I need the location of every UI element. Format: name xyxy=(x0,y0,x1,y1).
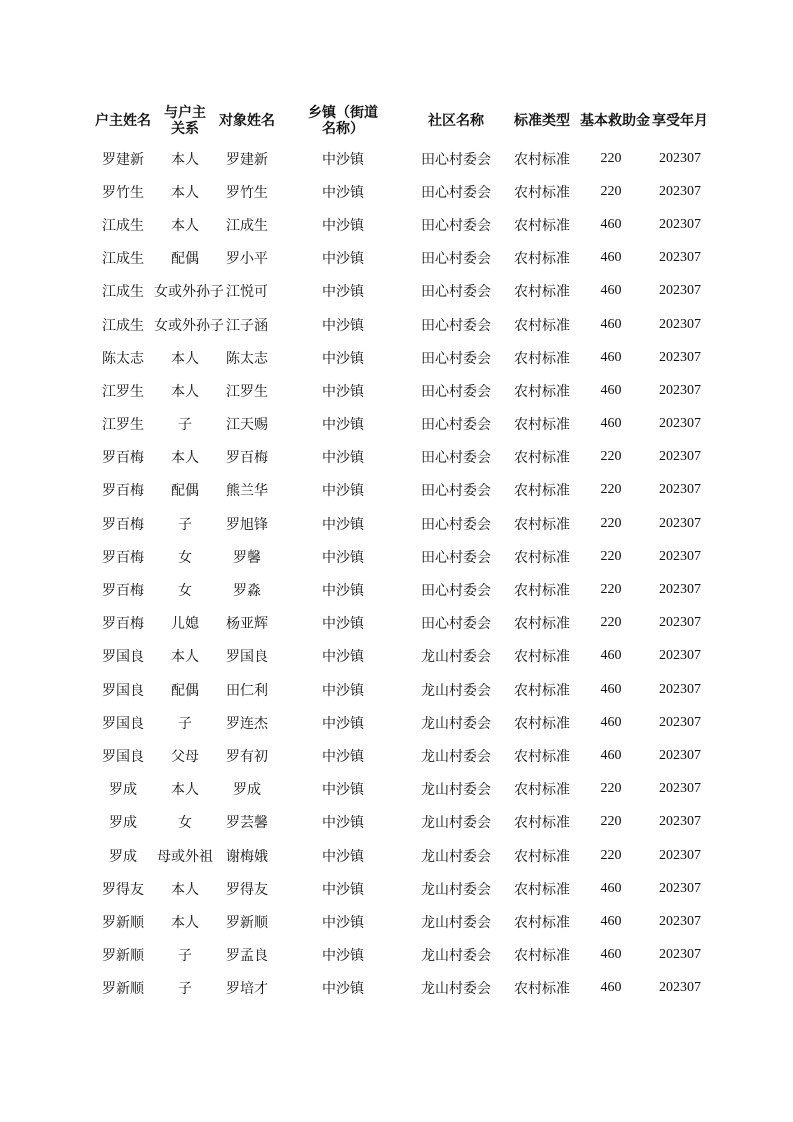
standard-type-cell: 农村标准 xyxy=(514,616,570,633)
community-cell: 田心村委会 xyxy=(421,217,491,234)
household-head-cell: 罗百梅 xyxy=(102,549,144,566)
benefit-month-cell: 202307 xyxy=(659,980,701,996)
recipient-name-cell: 罗芸馨 xyxy=(226,815,268,832)
header-standard-type: 标准类型 xyxy=(514,113,570,129)
community-cell: 田心村委会 xyxy=(421,151,491,168)
community-cell: 龙山村委会 xyxy=(421,715,491,732)
community-cell: 龙山村委会 xyxy=(421,649,491,666)
community-cell: 田心村委会 xyxy=(421,251,491,268)
township-cell: 中沙镇 xyxy=(322,549,364,566)
township-cell: 中沙镇 xyxy=(322,981,364,998)
standard-type-cell: 农村标准 xyxy=(514,217,570,234)
allowance-cell: 220 xyxy=(600,781,622,797)
township-cell: 中沙镇 xyxy=(322,616,364,633)
township-cell: 中沙镇 xyxy=(322,815,364,832)
recipient-name-cell: 罗新顺 xyxy=(226,914,268,931)
standard-type-cell: 农村标准 xyxy=(514,549,570,566)
community-cell: 田心村委会 xyxy=(421,350,491,367)
benefit-month-cell: 202307 xyxy=(659,416,701,432)
benefit-month-cell: 202307 xyxy=(659,781,701,797)
standard-type-cell: 农村标准 xyxy=(514,583,570,600)
allowance-cell: 460 xyxy=(600,747,622,763)
allowance-cell: 460 xyxy=(600,316,622,332)
household-head-cell: 罗百梅 xyxy=(102,516,144,533)
relationship-cell: 子 xyxy=(178,715,192,732)
township-cell: 中沙镇 xyxy=(322,151,364,168)
standard-type-cell: 农村标准 xyxy=(514,848,570,865)
recipient-name-cell: 罗孟良 xyxy=(226,948,268,965)
table-row xyxy=(92,839,718,872)
household-head-cell: 罗得友 xyxy=(102,881,144,898)
community-cell: 龙山村委会 xyxy=(421,682,491,699)
standard-type-cell: 农村标准 xyxy=(514,251,570,268)
benefit-month-cell: 202307 xyxy=(659,582,701,598)
township-cell: 中沙镇 xyxy=(322,848,364,865)
benefit-month-cell: 202307 xyxy=(659,714,701,730)
standard-type-cell: 农村标准 xyxy=(514,317,570,334)
allowance-cell: 460 xyxy=(600,681,622,697)
community-cell: 龙山村委会 xyxy=(421,881,491,898)
township-cell: 中沙镇 xyxy=(322,483,364,500)
table-body xyxy=(92,142,718,1005)
allowance-cell: 220 xyxy=(600,150,622,166)
township-cell: 中沙镇 xyxy=(322,715,364,732)
table-row xyxy=(92,175,718,208)
header-relationship: 与户主关系 xyxy=(164,105,206,137)
header-row xyxy=(92,100,718,142)
header-benefit-month: 享受年月 xyxy=(652,113,708,129)
recipient-name-cell: 杨亚辉 xyxy=(226,616,268,633)
table-row xyxy=(92,706,718,739)
township-cell: 中沙镇 xyxy=(322,881,364,898)
table-row xyxy=(92,640,718,673)
table-row xyxy=(92,374,718,407)
relationship-cell: 子 xyxy=(178,948,192,965)
standard-type-cell: 农村标准 xyxy=(514,715,570,732)
relationship-cell: 配偶 xyxy=(171,682,199,699)
community-cell: 龙山村委会 xyxy=(421,815,491,832)
community-cell: 龙山村委会 xyxy=(421,914,491,931)
standard-type-cell: 农村标准 xyxy=(514,881,570,898)
table-row xyxy=(92,507,718,540)
relationship-cell: 母或外祖 xyxy=(157,848,213,865)
relationship-cell: 本人 xyxy=(171,450,199,467)
township-cell: 中沙镇 xyxy=(322,184,364,201)
standard-type-cell: 农村标准 xyxy=(514,782,570,799)
household-head-cell: 罗国良 xyxy=(102,682,144,699)
table-row xyxy=(92,341,718,374)
recipient-name-cell: 江成生 xyxy=(226,217,268,234)
community-cell: 田心村委会 xyxy=(421,317,491,334)
community-cell: 龙山村委会 xyxy=(421,981,491,998)
township-cell: 中沙镇 xyxy=(322,317,364,334)
community-cell: 田心村委会 xyxy=(421,516,491,533)
township-cell: 中沙镇 xyxy=(322,682,364,699)
table-row xyxy=(92,972,718,1005)
household-head-cell: 罗百梅 xyxy=(102,616,144,633)
relationship-cell: 儿媳 xyxy=(171,616,199,633)
household-head-cell: 罗成 xyxy=(109,782,137,799)
recipient-name-cell: 江悦可 xyxy=(226,284,268,301)
allowance-cell: 460 xyxy=(600,382,622,398)
table-row xyxy=(92,872,718,905)
benefit-month-cell: 202307 xyxy=(659,880,701,896)
allowance-cell: 220 xyxy=(600,548,622,564)
header-basic-allowance: 基本救助金 xyxy=(580,113,650,129)
benefit-month-cell: 202307 xyxy=(659,681,701,697)
household-head-cell: 罗国良 xyxy=(102,748,144,765)
allowance-cell: 460 xyxy=(600,880,622,896)
relationship-cell: 本人 xyxy=(171,383,199,400)
benefit-month-cell: 202307 xyxy=(659,449,701,465)
allowance-cell: 460 xyxy=(600,980,622,996)
community-cell: 田心村委会 xyxy=(421,284,491,301)
township-cell: 中沙镇 xyxy=(322,284,364,301)
community-cell: 田心村委会 xyxy=(421,549,491,566)
standard-type-cell: 农村标准 xyxy=(514,981,570,998)
standard-type-cell: 农村标准 xyxy=(514,383,570,400)
recipient-name-cell: 罗淼 xyxy=(233,583,261,600)
table-row xyxy=(92,607,718,640)
household-head-cell: 江成生 xyxy=(102,217,144,234)
table-row xyxy=(92,939,718,972)
township-cell: 中沙镇 xyxy=(322,583,364,600)
household-head-cell: 江成生 xyxy=(102,251,144,268)
benefit-month-cell: 202307 xyxy=(659,150,701,166)
allowance-cell: 220 xyxy=(600,482,622,498)
recipient-name-cell: 罗竹生 xyxy=(226,184,268,201)
township-cell: 中沙镇 xyxy=(322,516,364,533)
relationship-cell: 子 xyxy=(178,981,192,998)
township-cell: 中沙镇 xyxy=(322,417,364,434)
relationship-cell: 父母 xyxy=(171,748,199,765)
allowance-cell: 460 xyxy=(600,283,622,299)
relationship-cell: 本人 xyxy=(171,217,199,234)
community-cell: 龙山村委会 xyxy=(421,948,491,965)
community-cell: 龙山村委会 xyxy=(421,848,491,865)
table-header xyxy=(92,100,718,142)
standard-type-cell: 农村标准 xyxy=(514,417,570,434)
township-cell: 中沙镇 xyxy=(322,748,364,765)
table-row xyxy=(92,905,718,938)
recipient-name-cell: 罗百梅 xyxy=(226,450,268,467)
benefit-month-cell: 202307 xyxy=(659,283,701,299)
household-head-cell: 江罗生 xyxy=(102,417,144,434)
allowance-cell: 460 xyxy=(600,913,622,929)
recipient-name-cell: 罗旭锋 xyxy=(226,516,268,533)
allowance-cell: 220 xyxy=(600,582,622,598)
household-head-cell: 江成生 xyxy=(102,317,144,334)
standard-type-cell: 农村标准 xyxy=(514,682,570,699)
household-head-cell: 罗国良 xyxy=(102,649,144,666)
community-cell: 田心村委会 xyxy=(421,450,491,467)
benefit-month-cell: 202307 xyxy=(659,183,701,199)
recipient-name-cell: 罗得友 xyxy=(226,881,268,898)
allowance-cell: 460 xyxy=(600,349,622,365)
household-head-cell: 罗新顺 xyxy=(102,981,144,998)
household-head-cell: 江成生 xyxy=(102,284,144,301)
recipient-name-cell: 罗馨 xyxy=(233,549,261,566)
table-row xyxy=(92,474,718,507)
table-row xyxy=(92,573,718,606)
household-head-cell: 罗百梅 xyxy=(102,450,144,467)
relationship-cell: 本人 xyxy=(171,151,199,168)
allowance-cell: 460 xyxy=(600,714,622,730)
standard-type-cell: 农村标准 xyxy=(514,815,570,832)
benefit-month-cell: 202307 xyxy=(659,947,701,963)
recipient-name-cell: 罗建新 xyxy=(226,151,268,168)
header-community: 社区名称 xyxy=(428,113,484,129)
allowance-cell: 460 xyxy=(600,947,622,963)
benefit-month-cell: 202307 xyxy=(659,615,701,631)
household-head-cell: 罗建新 xyxy=(102,151,144,168)
community-cell: 田心村委会 xyxy=(421,583,491,600)
table-row xyxy=(92,673,718,706)
community-cell: 田心村委会 xyxy=(421,417,491,434)
relationship-cell: 女或外孙子 xyxy=(154,284,224,301)
household-head-cell: 罗新顺 xyxy=(102,914,144,931)
benefit-month-cell: 202307 xyxy=(659,648,701,664)
recipient-name-cell: 罗成 xyxy=(233,782,261,799)
recipient-name-cell: 罗小平 xyxy=(226,251,268,268)
table-row xyxy=(92,739,718,772)
allowance-cell: 220 xyxy=(600,515,622,531)
relationship-cell: 女 xyxy=(178,549,192,566)
benefit-month-cell: 202307 xyxy=(659,250,701,266)
relationship-cell: 本人 xyxy=(171,914,199,931)
table-row xyxy=(92,275,718,308)
benefit-month-cell: 202307 xyxy=(659,515,701,531)
benefit-month-cell: 202307 xyxy=(659,913,701,929)
relationship-cell: 配偶 xyxy=(171,483,199,500)
township-cell: 中沙镇 xyxy=(322,251,364,268)
standard-type-cell: 农村标准 xyxy=(514,284,570,301)
household-head-cell: 江罗生 xyxy=(102,383,144,400)
relationship-cell: 女或外孙子 xyxy=(154,317,224,334)
recipient-name-cell: 罗培才 xyxy=(226,981,268,998)
table-row xyxy=(92,441,718,474)
allowance-cell: 460 xyxy=(600,250,622,266)
benefit-month-cell: 202307 xyxy=(659,548,701,564)
township-cell: 中沙镇 xyxy=(322,948,364,965)
relationship-cell: 本人 xyxy=(171,350,199,367)
allowance-cell: 220 xyxy=(600,183,622,199)
community-cell: 田心村委会 xyxy=(421,616,491,633)
township-cell: 中沙镇 xyxy=(322,914,364,931)
township-cell: 中沙镇 xyxy=(322,782,364,799)
community-cell: 龙山村委会 xyxy=(421,748,491,765)
household-head-cell: 罗百梅 xyxy=(102,583,144,600)
standard-type-cell: 农村标准 xyxy=(514,516,570,533)
table-row xyxy=(92,142,718,175)
standard-type-cell: 农村标准 xyxy=(514,483,570,500)
household-head-cell: 罗新顺 xyxy=(102,948,144,965)
benefit-month-cell: 202307 xyxy=(659,349,701,365)
table-row xyxy=(92,308,718,341)
household-head-cell: 罗竹生 xyxy=(102,184,144,201)
benefit-month-cell: 202307 xyxy=(659,747,701,763)
standard-type-cell: 农村标准 xyxy=(514,649,570,666)
table-row xyxy=(92,208,718,241)
relationship-cell: 配偶 xyxy=(171,251,199,268)
recipient-name-cell: 江罗生 xyxy=(226,383,268,400)
relationship-cell: 本人 xyxy=(171,184,199,201)
allowance-cell: 220 xyxy=(600,449,622,465)
household-head-cell: 罗成 xyxy=(109,815,137,832)
recipient-name-cell: 罗有初 xyxy=(226,748,268,765)
allowance-cell: 460 xyxy=(600,416,622,432)
township-cell: 中沙镇 xyxy=(322,649,364,666)
household-head-cell: 罗国良 xyxy=(102,715,144,732)
standard-type-cell: 农村标准 xyxy=(514,450,570,467)
township-cell: 中沙镇 xyxy=(322,383,364,400)
allowance-cell: 460 xyxy=(600,216,622,232)
allowance-cell: 220 xyxy=(600,847,622,863)
benefit-month-cell: 202307 xyxy=(659,216,701,232)
relationship-cell: 子 xyxy=(178,516,192,533)
relationship-cell: 女 xyxy=(178,815,192,832)
standard-type-cell: 农村标准 xyxy=(514,948,570,965)
community-cell: 田心村委会 xyxy=(421,383,491,400)
standard-type-cell: 农村标准 xyxy=(514,748,570,765)
recipient-name-cell: 陈太志 xyxy=(226,350,268,367)
relationship-cell: 女 xyxy=(178,583,192,600)
recipient-name-cell: 罗连杰 xyxy=(226,715,268,732)
relationship-cell: 子 xyxy=(178,417,192,434)
standard-type-cell: 农村标准 xyxy=(514,151,570,168)
relationship-cell: 本人 xyxy=(171,649,199,666)
recipient-name-cell: 罗国良 xyxy=(226,649,268,666)
township-cell: 中沙镇 xyxy=(322,217,364,234)
township-cell: 中沙镇 xyxy=(322,450,364,467)
header-household-head: 户主姓名 xyxy=(95,113,151,129)
standard-type-cell: 农村标准 xyxy=(514,914,570,931)
benefit-month-cell: 202307 xyxy=(659,482,701,498)
assistance-roster-table xyxy=(92,100,718,1005)
table-row xyxy=(92,773,718,806)
community-cell: 龙山村委会 xyxy=(421,782,491,799)
standard-type-cell: 农村标准 xyxy=(514,184,570,201)
household-head-cell: 陈太志 xyxy=(102,350,144,367)
standard-type-cell: 农村标准 xyxy=(514,350,570,367)
recipient-name-cell: 江天赐 xyxy=(226,417,268,434)
benefit-month-cell: 202307 xyxy=(659,382,701,398)
header-township: 乡镇（街道名称） xyxy=(308,105,378,137)
header-recipient-name: 对象姓名 xyxy=(219,113,275,129)
relationship-cell: 本人 xyxy=(171,881,199,898)
table-row xyxy=(92,242,718,275)
allowance-cell: 220 xyxy=(600,615,622,631)
benefit-month-cell: 202307 xyxy=(659,814,701,830)
household-head-cell: 罗百梅 xyxy=(102,483,144,500)
household-head-cell: 罗成 xyxy=(109,848,137,865)
allowance-cell: 220 xyxy=(600,814,622,830)
recipient-name-cell: 江子涵 xyxy=(226,317,268,334)
benefit-month-cell: 202307 xyxy=(659,847,701,863)
table-row xyxy=(92,540,718,573)
benefit-month-cell: 202307 xyxy=(659,316,701,332)
allowance-cell: 460 xyxy=(600,648,622,664)
community-cell: 田心村委会 xyxy=(421,184,491,201)
table-row xyxy=(92,806,718,839)
table-row xyxy=(92,408,718,441)
community-cell: 田心村委会 xyxy=(421,483,491,500)
recipient-name-cell: 谢梅娥 xyxy=(226,848,268,865)
recipient-name-cell: 田仁利 xyxy=(226,682,268,699)
relationship-cell: 本人 xyxy=(171,782,199,799)
recipient-name-cell: 熊兰华 xyxy=(226,483,268,500)
township-cell: 中沙镇 xyxy=(322,350,364,367)
